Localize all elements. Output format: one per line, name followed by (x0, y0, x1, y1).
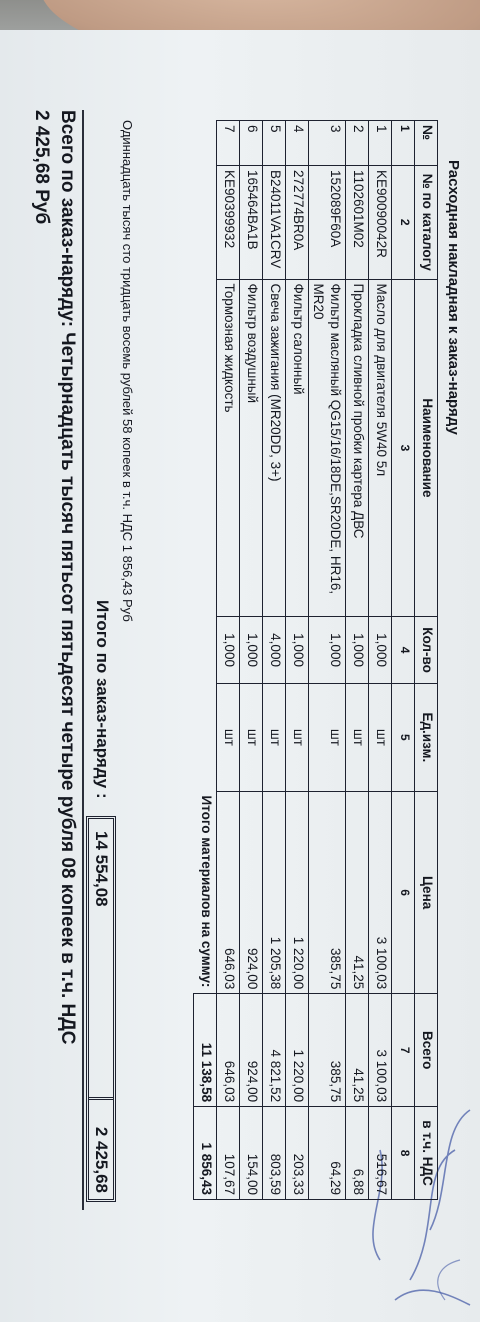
catalog-number: 272774BR0A (286, 166, 309, 280)
item-total: 4 821,52 (263, 994, 286, 1107)
catalog-number: 152089F60A (309, 166, 346, 280)
item-name: Фильтр масляный QG15/16/18DE,SR20DE, HR16, MR20 (309, 279, 346, 617)
col-header: Кол-во (415, 617, 438, 683)
col-number: 6 (392, 791, 415, 993)
catalog-number: KE90399932 (217, 166, 240, 280)
row-number: 4 (286, 121, 309, 166)
item-total: 1 220,00 (286, 994, 309, 1107)
divider-line (82, 110, 84, 1210)
item-price: 3 100,03 (369, 791, 392, 993)
item-unit: шт (263, 683, 286, 791)
table-row (309, 121, 346, 1200)
amount-in-words: Одиннадцать тысяч сто тридцать восемь рублей 58 копеек в т.ч. НДС 1 856,43 Руб (120, 120, 135, 622)
row-number: 2 (346, 121, 369, 166)
item-vat: 516,67 (369, 1107, 392, 1200)
order-vat: 2 425,68 (92, 1126, 111, 1193)
item-vat: 803,59 (263, 1107, 286, 1200)
item-qty: 1,000 (286, 617, 309, 683)
item-total: 646,03 (217, 994, 240, 1107)
order-total-label: Итого по заказ-наряду : (93, 600, 112, 799)
col-header: Ед.изм. (415, 683, 438, 791)
items-table (193, 120, 438, 1200)
col-header: Наименование (415, 279, 438, 617)
grand-total-text: Всего по заказ-наряду: Четырнадцать тысяч пятьсот пятьдесят четыре рубля 08 копеек в т.ч. НДС (57, 110, 78, 1045)
col-number: 3 (392, 279, 415, 617)
item-vat: 203,33 (286, 1107, 309, 1200)
item-unit: шт (369, 683, 392, 791)
item-name: Фильтр салонный (286, 279, 309, 617)
item-unit: шт (217, 683, 240, 791)
item-qty: 1,000 (240, 617, 263, 683)
item-qty: 1,000 (369, 617, 392, 683)
materials-vat: 1 856,43 (194, 1107, 217, 1200)
table-row (240, 121, 263, 1200)
table-row (346, 121, 369, 1200)
invoice-document (15, 100, 470, 1280)
item-unit: шт (346, 683, 369, 791)
col-header: Всего (415, 994, 438, 1107)
document-title: Расходная накладная к заказ-наряду (445, 160, 462, 435)
item-name: Прокладка сливной пробки картера ДВС (346, 279, 369, 617)
item-price: 1 205,38 (263, 791, 286, 993)
item-name: Свеча зажигания (MR20DD, 3+) (263, 279, 286, 617)
item-vat: 6,88 (346, 1107, 369, 1200)
col-header: Цена (415, 791, 438, 993)
row-number: 6 (240, 121, 263, 166)
col-header: № по каталогу (415, 166, 438, 280)
row-number: 3 (309, 121, 346, 166)
item-qty: 1,000 (346, 617, 369, 683)
grand-vat-text: 2 425,68 Руб (31, 110, 52, 225)
table-row (217, 121, 240, 1200)
catalog-number: 165464BA1B (240, 166, 263, 280)
item-total: 385,75 (309, 994, 346, 1107)
item-price: 1 220,00 (286, 791, 309, 993)
item-total: 924,00 (240, 994, 263, 1107)
item-qty: 1,000 (217, 617, 240, 683)
item-price: 385,75 (309, 791, 346, 993)
materials-total: 11 138,58 (194, 994, 217, 1107)
catalog-number: B24011VA1CRV (263, 166, 286, 280)
order-total-divider (89, 1097, 113, 1103)
item-price: 41,25 (346, 791, 369, 993)
row-number: 1 (369, 121, 392, 166)
col-number: 5 (392, 683, 415, 791)
item-qty: 4,000 (263, 617, 286, 683)
col-number: 4 (392, 617, 415, 683)
item-total: 41,25 (346, 994, 369, 1107)
catalog-number: 1102601M02 (346, 166, 369, 280)
col-number: 8 (392, 1107, 415, 1200)
item-name: Тормозная жидкость (217, 279, 240, 617)
catalog-number: KE90090042R (369, 166, 392, 280)
item-name: Фильтр воздушный (240, 279, 263, 617)
item-vat: 154,00 (240, 1107, 263, 1200)
materials-total-label: Итого материалов на сумму: (199, 795, 214, 988)
item-total: 3 100,03 (369, 994, 392, 1107)
item-unit: шт (286, 683, 309, 791)
col-number: 7 (392, 994, 415, 1107)
materials-total-row (194, 121, 217, 1200)
table-row (263, 121, 286, 1200)
item-unit: шт (240, 683, 263, 791)
order-total: 14 554,08 (92, 831, 111, 907)
table-row (286, 121, 309, 1200)
col-number: 1 (392, 121, 415, 166)
item-vat: 64,29 (309, 1107, 346, 1200)
row-number: 5 (263, 121, 286, 166)
table-header-row (415, 121, 438, 1200)
item-unit: шт (309, 683, 346, 791)
item-price: 924,00 (240, 791, 263, 993)
col-header: № (415, 121, 438, 166)
item-price: 646,03 (217, 791, 240, 993)
col-number: 2 (392, 166, 415, 280)
col-header: в т.ч. НДС (415, 1107, 438, 1200)
item-name: Масло для двигателя 5W40 5л (369, 279, 392, 617)
item-vat: 107,67 (217, 1107, 240, 1200)
column-number-row (392, 121, 415, 1200)
table-row (369, 121, 392, 1200)
row-number: 7 (217, 121, 240, 166)
item-qty: 1,000 (309, 617, 346, 683)
order-total-box (86, 816, 116, 1202)
